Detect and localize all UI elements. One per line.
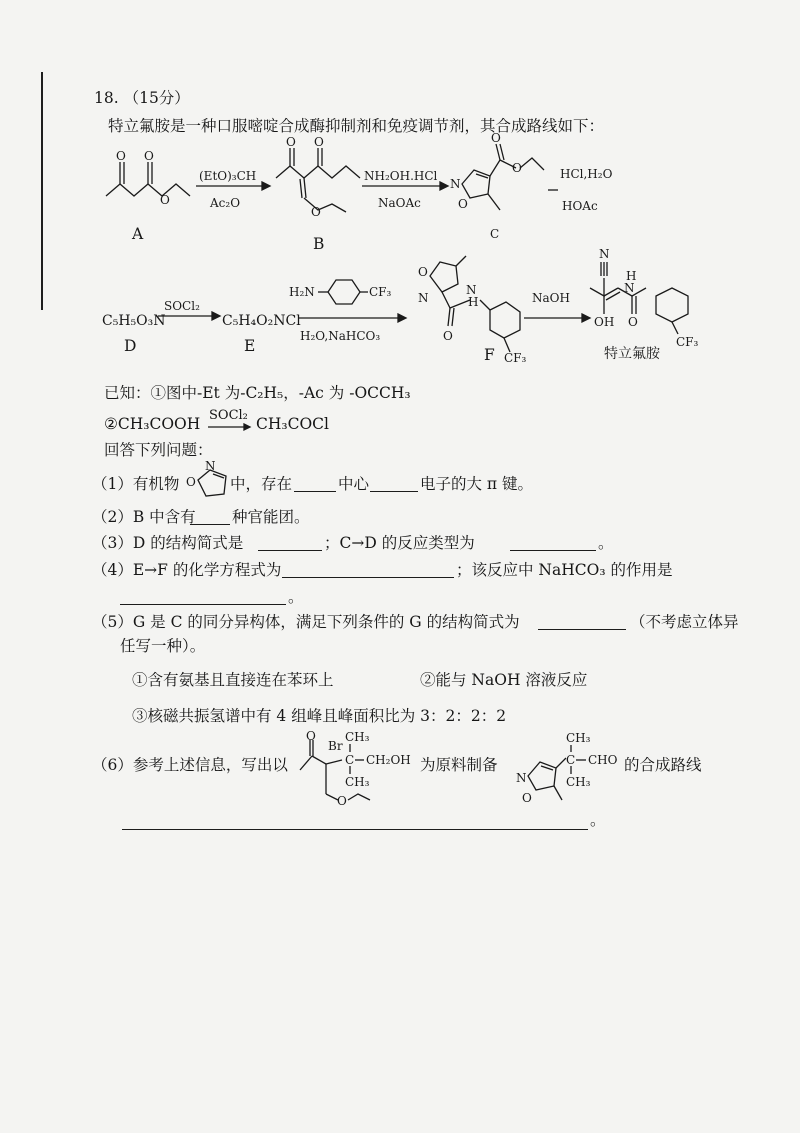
reagent-thionyl-chloride: SOCl₂ <box>164 299 200 313</box>
atom-H: H <box>626 269 637 283</box>
label-C: C <box>490 227 500 241</box>
reagent-hcl-water: HCl,H₂O <box>560 167 613 181</box>
atom-H: H <box>468 295 479 309</box>
atom-O: O <box>443 329 453 343</box>
atom-O: O <box>286 135 296 149</box>
q2-text-a: （2）B 中含有 <box>92 508 196 526</box>
methyl-bottom: CH₃ <box>345 775 370 789</box>
q2-text-b: 种官能团。 <box>232 508 310 526</box>
reagent-amine-prefix: H₂N <box>289 285 315 299</box>
q5-text-a: （5）G 是 C 的同分异构体，满足下列条件的 G 的结构简式为 <box>92 613 520 631</box>
q1-text-b: 中，存在 <box>230 475 293 493</box>
question-intro: 特立氟胺是一种口服嘧啶合成酶抑制剂和免疫调节剂，其合成路线如下： <box>108 117 605 135</box>
q1-text-c: 中心 <box>338 475 370 493</box>
known-line-2-left: ②CH₃COOH <box>104 415 201 433</box>
q3-text-a: （3）D 的结构简式是 <box>92 534 244 552</box>
answer-prompt: 回答下列问题： <box>104 441 213 459</box>
methyl-bottom: CH₃ <box>566 775 591 789</box>
q6-text-a: （6）参考上述信息，写出以 <box>92 756 288 774</box>
reagent-orthoformate: (EtO)₃CH <box>199 169 257 183</box>
q3-text-b: ；C→D 的反应类型为 <box>324 534 475 552</box>
known-line-2-reagent: SOCl₂ <box>209 408 248 423</box>
atom-O: O <box>458 197 468 211</box>
label-A: A <box>132 225 144 243</box>
reagent-hydroxylamine: NH₂OH.HCl <box>364 169 438 183</box>
atom-O: O <box>186 475 196 489</box>
question-number: 18. （15分） <box>94 89 190 107</box>
reagent-sodium-hydroxide: NaOH <box>532 291 570 305</box>
reagent-acetic-anhydride: Ac₂O <box>210 196 241 210</box>
atom-N: N <box>516 771 527 785</box>
atom-N: N <box>418 291 429 305</box>
aldehyde: CHO <box>588 753 618 767</box>
label-B: B <box>313 235 325 253</box>
reagent-water-bicarbonate: H₂O,NaHCO₃ <box>300 329 381 343</box>
atom-N: N <box>599 247 610 261</box>
methyl-top: CH₃ <box>566 731 591 745</box>
product-name: 特立氟胺 <box>604 346 660 362</box>
q4-text-a: （4）E→F 的化学方程式为 <box>92 561 282 579</box>
atom-O: O <box>116 149 126 163</box>
atom-O: O <box>512 161 522 175</box>
methyl-top: CH₃ <box>345 730 370 744</box>
atom-O: O <box>311 205 321 219</box>
atom-O: O <box>418 265 428 279</box>
atom-O: O <box>160 193 170 207</box>
q4-text-c: 。 <box>288 588 304 606</box>
q3-text-c: 。 <box>598 534 614 552</box>
q1-text-d: 电子的大 π 键。 <box>420 475 534 493</box>
atom-Br: Br <box>328 739 343 753</box>
label-F: F <box>484 346 495 364</box>
label-E: E <box>244 337 256 355</box>
q6-text-b: 为原料制备 <box>420 756 498 774</box>
hydroxymethyl: CH₂OH <box>366 753 411 767</box>
q5-text-c: 任写一种）。 <box>120 637 206 655</box>
reagent-acetic-acid: HOAc <box>562 199 598 213</box>
known-line-2-right: CH₃COCl <box>256 415 329 433</box>
q6-text-c: 的合成路线 <box>624 756 702 774</box>
atom-O: O <box>522 791 532 805</box>
atom-CF3: CF₃ <box>676 335 699 349</box>
atom-O: O <box>144 149 154 163</box>
atom-C: C <box>566 753 576 767</box>
atom-C: C <box>345 753 355 767</box>
q5-condition-1: ①含有氨基且直接连在苯环上 <box>132 671 334 689</box>
q5-condition-3: ③核磁共振氢谱中有 4 组峰且峰面积比为 3：2：2：2 <box>132 707 507 725</box>
known-line-1: 已知：①图中-Et 为-C₂H₅，-Ac 为 -OCCH₃ <box>104 384 411 402</box>
atom-O: O <box>337 794 347 808</box>
label-D: D <box>124 337 137 355</box>
q5-text-b: （不考虑立体异 <box>630 613 739 631</box>
atom-N: N <box>624 281 635 295</box>
atom-N: N <box>205 459 216 473</box>
q6-end: 。 <box>590 811 606 829</box>
formula-E: C₅H₄O₂NCl <box>222 313 301 329</box>
atom-N: N <box>466 283 477 297</box>
atom-N: N <box>450 177 461 191</box>
atom-O: O <box>628 315 638 329</box>
atom-O: O <box>314 135 324 149</box>
atom-OH: OH <box>594 315 615 329</box>
q4-text-b: ；该反应中 NaHCO₃ 的作用是 <box>456 561 673 579</box>
atom-CF3: CF₃ <box>369 285 392 299</box>
atom-CF3: CF₃ <box>504 351 527 365</box>
q6-answer-line[interactable] <box>122 815 588 830</box>
formula-D: C₅H₅O₃N <box>102 313 166 329</box>
atom-O: O <box>491 131 501 145</box>
q5-condition-2: ②能与 NaOH 溶液反应 <box>420 671 588 689</box>
reagent-sodium-acetate: NaOAc <box>378 196 421 210</box>
atom-O: O <box>306 729 316 743</box>
q1-text-a: （1）有机物 <box>92 475 180 493</box>
